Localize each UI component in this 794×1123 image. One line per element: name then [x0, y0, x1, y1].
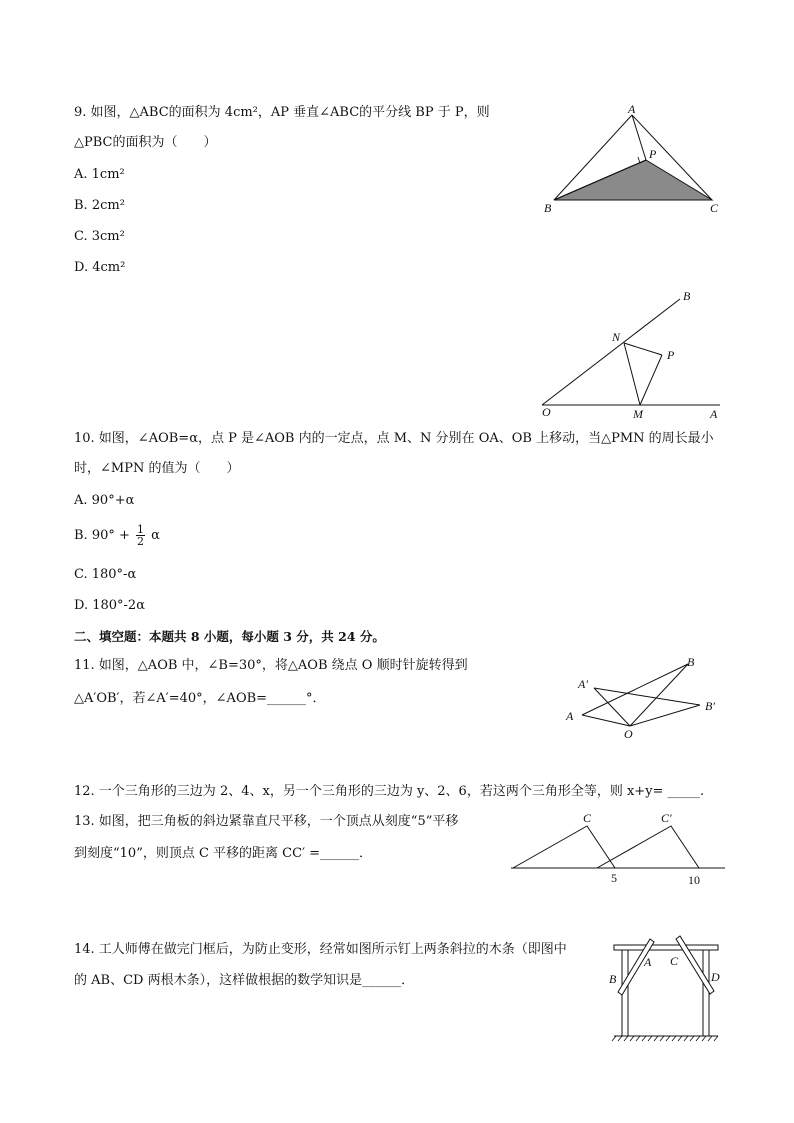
q10-option-c: C. 180°-α: [74, 567, 137, 582]
q11-stem-line2: △A′OB′，若∠A′=40°，∠AOB=______°．: [74, 691, 326, 706]
section2-heading: 二、填空题：本题共 8 小题，每小题 3 分，共 24 分。: [74, 629, 385, 644]
q10-option-b-numerator: 1: [137, 523, 145, 536]
q10-label-n: N: [612, 330, 621, 344]
q9-label-a: A: [628, 102, 636, 116]
q11-stem-line1: 11. 如图，△AOB 中，∠B=30°，将△AOB 绕点 O 顺时针旋转得到: [74, 658, 468, 673]
q13-triangle-original: [513, 826, 615, 868]
q9-label-c: C: [710, 201, 719, 215]
q14-label-c: C: [670, 954, 679, 968]
q9-figure: [530, 100, 730, 220]
q9-option-d: D. 4cm²: [74, 260, 126, 275]
q12-stem: 12. 一个三角形的三边为 2、4、x，另一个三角形的三边为 y、2、6，若这两个三角形全等，则 x+y= _____.: [74, 784, 705, 799]
q11-label-b-prime: B′: [705, 699, 715, 713]
q14-figure: [600, 925, 730, 1050]
q10-stem-line2: 时，∠MPN 的值为（ ）: [74, 461, 240, 476]
q10-stem-line1: 10. 如图，∠AOB=α，点 P 是∠AOB 内的一定点，点 M、N 分别在 OA、OB 上移动，当△PMN 的周长最小: [74, 431, 714, 446]
q10-figure: [530, 285, 730, 425]
q9-label-p: P: [649, 147, 657, 161]
q9-option-c: C. 3cm²: [74, 229, 125, 244]
q14-label-a: A: [644, 955, 652, 969]
q10-label-o: O: [542, 405, 551, 419]
q13-stem-line1: 13. 如图，把三角板的斜边紧靠直尺平移，一个顶点从刻度“5”平移: [74, 814, 459, 829]
q10-option-b-fraction: [136, 524, 145, 547]
q10-option-d: D. 180°-2α: [74, 598, 145, 613]
q13-stem-line2: 到刻度“10”，则顶点 C 平移的距离 CC′ =______．: [74, 846, 373, 861]
q11-figure: [560, 650, 730, 745]
q10-option-b: [74, 524, 160, 547]
q9-label-b: B: [544, 201, 552, 215]
q14-stem-line2: 的 AB、CD 两根木条），这样做根据的数学知识是______．: [74, 973, 415, 988]
q14-stem-line1: 14. 工人师傅在做完门框后，为防止变形，经常如图所示钉上两条斜拉的木条（即图中: [74, 942, 567, 957]
q10-option-b-suffix: α: [151, 528, 160, 543]
q11-label-a: A: [566, 709, 574, 723]
q14-label-b: B: [609, 972, 617, 986]
q13-label-c-prime: C′: [661, 811, 672, 825]
q11-label-o: O: [624, 727, 633, 741]
q10-label-a: A: [710, 407, 718, 421]
q10-label-b: B: [683, 289, 691, 303]
q10-option-a: A. 90°+α: [74, 493, 135, 508]
q13-figure: [505, 808, 730, 890]
q10-option-b-prefix: B. 90° +: [74, 528, 130, 543]
q13-label-c: C: [583, 811, 592, 825]
q11-label-b: B: [687, 655, 695, 669]
q9-stem-line1: 9. 如图，△ABC的面积为 4cm²，AP 垂直∠ABC的平分线 BP 于 P，则: [74, 105, 490, 120]
q10-option-b-denominator: 2: [137, 535, 145, 548]
q14-label-d: D: [711, 970, 720, 984]
q10-label-p: P: [667, 348, 675, 362]
q9-option-b: B. 2cm²: [74, 198, 125, 213]
q11-label-a-prime: A′: [578, 677, 588, 691]
q9-option-a: A. 1cm²: [74, 167, 125, 182]
q13-tick-10: 10: [688, 873, 700, 887]
q13-tick-5: 5: [611, 871, 617, 885]
q9-stem-line2: △PBC的面积为（ ）: [74, 135, 217, 150]
q10-label-m: M: [633, 407, 643, 421]
q13-triangle-translated: [597, 826, 699, 868]
